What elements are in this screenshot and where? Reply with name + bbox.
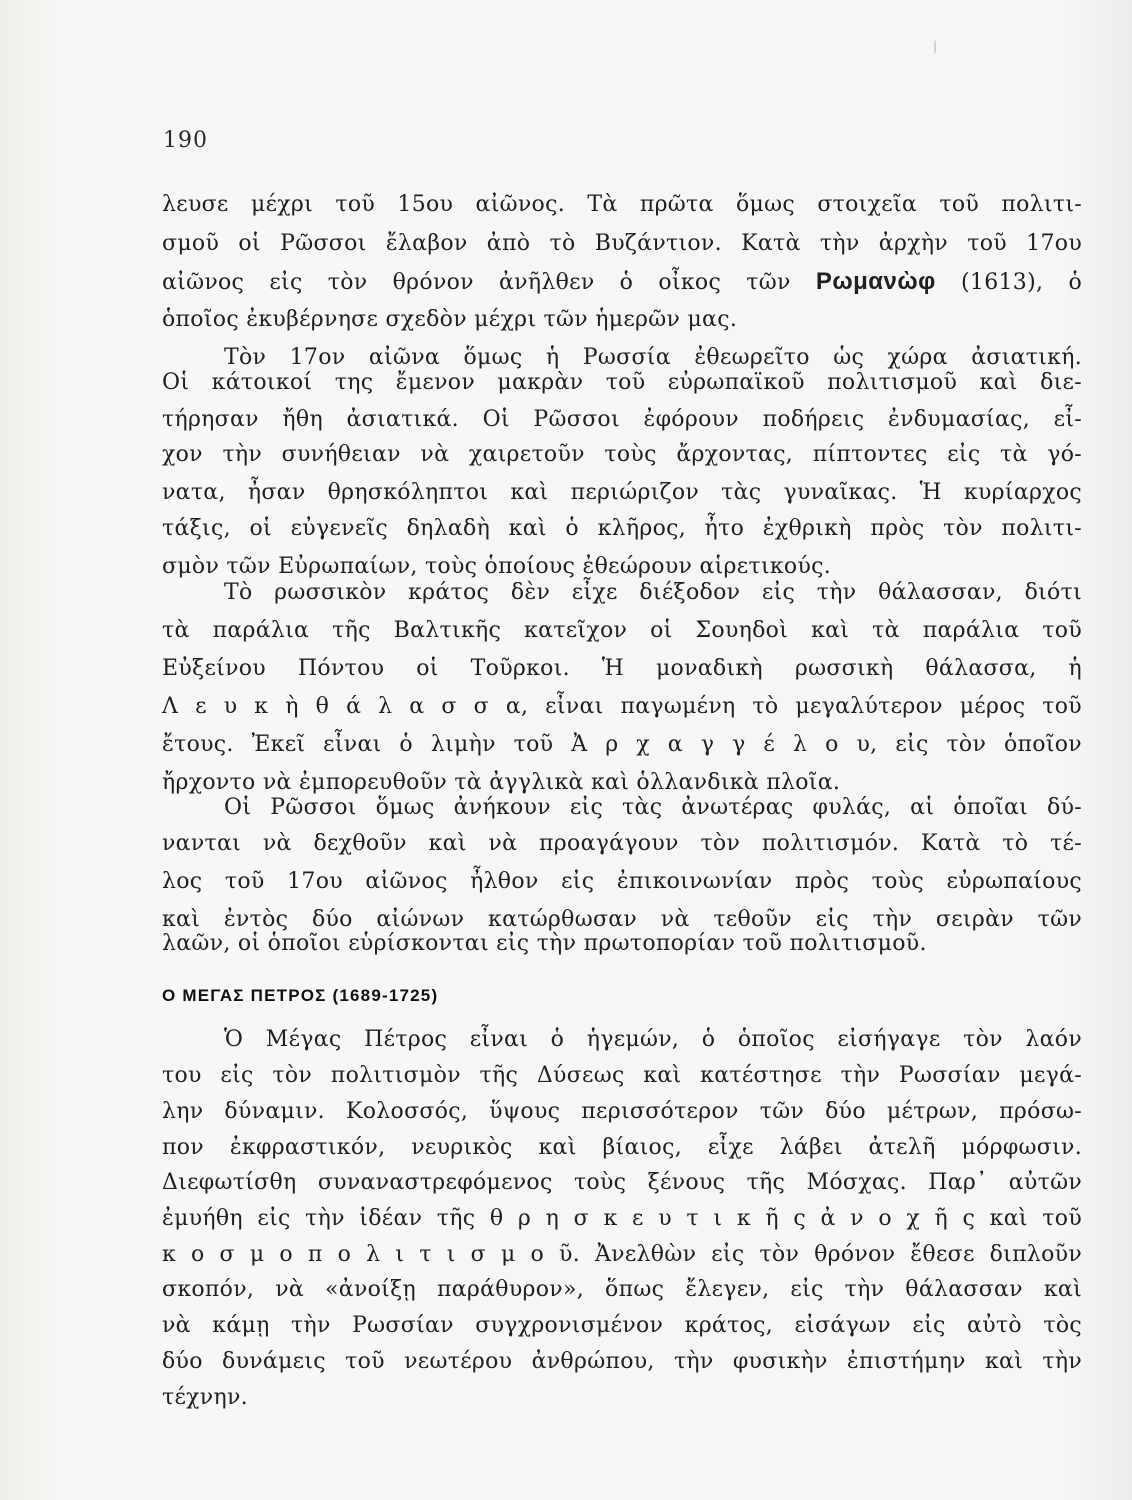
text-line: ὁποῖος ἐκυβέρνησε σχεδὸν μέχρι τῶν ἡμερῶν μας. (162, 307, 738, 332)
text-line: Εὐξείνου Πόντου οἱ Τοῦρκοι. Ἡ μοναδικὴ ρωσσικὴ θάλασσα, ἡ (162, 656, 1082, 681)
text-line: τήρησαν ἤθη ἀσιατικά. Οἱ Ρῶσσοι ἐφόρουν ποδήρεις ἐνδυμασίας, εἶ- (162, 407, 1082, 432)
text-line: Τὸ ρωσσικὸν κράτος δὲν εἶχε διέξοδον εἰς τὴν θάλασσαν, διότι (224, 580, 1082, 605)
text-line-with-name (162, 267, 1082, 298)
text-line: δύο δυνάμεις τοῦ νεωτέρου ἀνθρώπου, τὴν φυσικὴν ἐπιστήμην καὶ τὴν (162, 1349, 1082, 1374)
family-name-romanov: Ρωμανὼφ (815, 268, 936, 295)
text-line: τάξις, οἱ εὐγενεῖς δηλαδὴ καὶ ὁ κλῆρος, ἦτο ἐχθρικὴ πρὸς τὸν πολιτι- (162, 516, 1082, 541)
text-fragment: αἰῶνος εἰς τὸν θρόνον ἀνῆλθεν ὁ οἶκος τῶν (162, 270, 816, 295)
text-fragment: (1613), ὁ (935, 270, 1082, 295)
text-line: ἐμυήθη εἰς τὴν ἰδέαν τῆς θ ρ η σ κ ε υ τ ι κ ῆ ς ἀ ν ο χ ῆ ς καὶ τοῦ (162, 1206, 1082, 1231)
text-line: πον ἐκφραστικόν, νευρικὸς καὶ βίαιος, εἶχε λάβει ἀτελῆ μόρφωσιν. (162, 1135, 1082, 1160)
text-line: Ὁ Μέγας Πέτρος εἶναι ὁ ἡγεμών, ὁ ὁποῖος εἰσήγαγε τὸν λαόν (224, 1027, 1082, 1052)
text-line: Λ ε υ κ ὴ θ ά λ α σ σ α, εἶναι παγωμένη τὸ μεγαλύτερον μέρος τοῦ (162, 694, 1082, 719)
text-line: λην δύναμιν. Κολοσσός, ὕψους περισσότερον τῶν δύο μέτρων, πρόσω- (162, 1099, 1082, 1124)
text-line: λευσε μέχρι τοῦ 15ου αἰῶνος. Τὰ πρῶτα ὅμως στοιχεῖα τοῦ πολιτι- (162, 192, 1082, 217)
text-line: νατα, ἦσαν θρησκόληπτοι καὶ περιώριζον τὰς γυναῖκας. Ἡ κυρίαρχος (162, 480, 1082, 505)
page-number: 190 (163, 128, 208, 153)
section-heading: Ο ΜΕΓΑΣ ΠΕΤΡΟΣ (1689-1725) (162, 986, 439, 1005)
text-line: Τὸν 17ον αἰῶνα ὅμως ἡ Ρωσσία ἐθεωρεῖτο ὡς χώρα ἀσιατική. (224, 345, 1082, 370)
text-line: κ ο σ μ ο π ο λ ι τ ι σ μ ο ῦ. Ἀνελθὼν εἰς τὸν θρόνον ἔθεσε διπλοῦν (162, 1242, 1082, 1267)
text-line: σμοῦ οἱ Ρῶσσοι ἔλαβον ἀπὸ τὸ Βυζάντιον. Κατὰ τὴν ἀρχὴν τοῦ 17ου (162, 231, 1082, 256)
text-line: σκοπόν, νὰ «ἀνοίξῃ παράθυρον», ὅπως ἔλεγεν, εἰς τὴν θάλασσαν καὶ (162, 1277, 1082, 1302)
text-line: Οἱ κάτοικοί της ἔμενον μακρὰν τοῦ εὐρωπαϊκοῦ πολιτισμοῦ καὶ διε- (162, 370, 1082, 395)
scan-speck (934, 40, 936, 54)
text-line: τὰ παράλια τῆς Βαλτικῆς κατεῖχον οἱ Σουηδοὶ καὶ τὰ παράλια τοῦ (162, 618, 1082, 643)
text-line: χον τὴν συνήθειαν νὰ χαιρετοῦν τοὺς ἄρχοντας, πίπτοντες εἰς τὰ γό- (162, 442, 1082, 467)
text-line: ἔτους. Ἐκεῖ εἶναι ὁ λιμὴν τοῦ Ἀ ρ χ α γ γ έ λ ο υ, εἰς τὸν ὁποῖον (162, 732, 1082, 757)
text-line: ἤρχοντο νὰ ἐμπορευθοῦν τὰ ἀγγλικὰ καὶ ὁλλανδικὰ πλοῖα. (162, 770, 841, 795)
text-line: λαῶν, οἱ ὁποῖοι εὑρίσκονται εἰς τὴν πρωτοπορίαν τοῦ πολιτισμοῦ. (162, 931, 927, 956)
text-line: του εἰς τὸν πολιτισμὸν τῆς Δύσεως καὶ κατέστησε τὴν Ρωσσίαν μεγά- (162, 1063, 1082, 1088)
text-line: νὰ κάμῃ τὴν Ρωσσίαν συγχρονισμένον κράτος, εἰσάγων εἰς αὐτὸ τὸς (162, 1313, 1082, 1338)
text-line: Οἱ Ρῶσσοι ὅμως ἀνήκουν εἰς τὰς ἀνωτέρας φυλάς, αἱ ὁποῖαι δύ- (224, 795, 1082, 820)
text-line: σμὸν τῶν Εὐρωπαίων, τοὺς ὁποίους ἐθεώρουν αἱρετικούς. (162, 554, 832, 579)
text-line: λος τοῦ 17ου αἰῶνος ἦλθον εἰς ἐπικοινωνίαν πρὸς τοὺς εὐρωπαίους (162, 869, 1082, 894)
text-line: τέχνην. (162, 1385, 248, 1410)
text-line: Διεφωτίσθη συναναστρεφόμενος τοὺς ξένους τῆς Μόσχας. Παρ᾽ αὐτῶν (162, 1170, 1082, 1195)
text-line: νανται νὰ δεχθοῦν καὶ νὰ προαγάγουν τὸν πολιτισμόν. Κατὰ τὸ τέ- (162, 831, 1082, 856)
text-line: καὶ ἐντὸς δύο αἰώνων κατώρθωσαν νὰ τεθοῦν εἰς τὴν σειρὰν τῶν (162, 907, 1082, 932)
